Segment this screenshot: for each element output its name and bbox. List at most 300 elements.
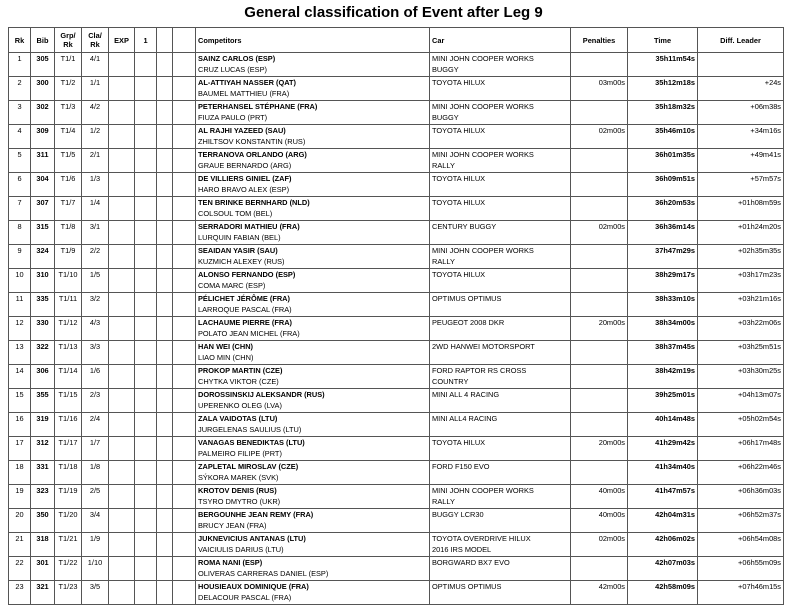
cell-bib: 305 xyxy=(31,53,55,77)
cell-exp xyxy=(109,389,135,413)
cell-one xyxy=(135,461,157,485)
cell-time: 42h58m09s xyxy=(628,581,698,605)
header-exp: EXP xyxy=(109,28,135,53)
codriver-name: COMA MARC (ESP) xyxy=(198,280,266,290)
codriver-name: HARO BRAVO ALEX (ESP) xyxy=(198,184,290,194)
driver-name: BERGOUNHE JEAN REMY (FRA) xyxy=(198,510,314,519)
table-row xyxy=(9,77,784,101)
car-line-1: CENTURY BUGGY xyxy=(432,222,497,231)
cell-grp: T1/7 xyxy=(55,197,82,221)
cell-rk: 15 xyxy=(9,389,31,413)
cell-time: 36h09m51s xyxy=(628,173,698,197)
table-row xyxy=(9,221,784,245)
cell-exp xyxy=(109,125,135,149)
cell-diff: +06h17m48s xyxy=(698,437,784,461)
cell-car xyxy=(430,77,571,101)
cell-cla: 4/3 xyxy=(82,317,109,341)
cell-bib: 331 xyxy=(31,461,55,485)
cell-time: 41h47m57s xyxy=(628,485,698,509)
cell-competitors xyxy=(196,533,430,557)
driver-name: ALONSO FERNANDO (ESP) xyxy=(198,270,296,279)
cell-competitors xyxy=(196,485,430,509)
cell-rk: 6 xyxy=(9,173,31,197)
car-line-1: MINI JOHN COOPER WORKS xyxy=(432,102,534,111)
cell-rk: 7 xyxy=(9,197,31,221)
cell-cla: 1/9 xyxy=(82,533,109,557)
codriver-name: PALMEIRO FILIPE (PRT) xyxy=(198,448,282,458)
driver-name: PETERHANSEL STÉPHANE (FRA) xyxy=(198,102,318,111)
cell-blank-2 xyxy=(173,245,196,269)
header-car: Car xyxy=(430,28,571,53)
car-line-1: PEUGEOT 2008 DKR xyxy=(432,318,505,327)
cell-bib: 330 xyxy=(31,317,55,341)
cell-rk: 22 xyxy=(9,557,31,581)
cell-grp: T1/11 xyxy=(55,293,82,317)
cell-competitors xyxy=(196,413,430,437)
cell-exp xyxy=(109,461,135,485)
header-blank-1 xyxy=(157,28,173,53)
cell-exp xyxy=(109,53,135,77)
cell-time: 37h47m29s xyxy=(628,245,698,269)
cell-one xyxy=(135,293,157,317)
car-line-1: TOYOTA HILUX xyxy=(432,78,486,87)
cell-bib: 302 xyxy=(31,101,55,125)
classification-table xyxy=(8,27,784,605)
cell-rk: 14 xyxy=(9,365,31,389)
car-line-2: RALLY xyxy=(432,256,455,266)
cell-diff: +06h36m03s xyxy=(698,485,784,509)
cell-car xyxy=(430,317,571,341)
cell-one xyxy=(135,53,157,77)
codriver-name: ZHILTSOV KONSTANTIN (RUS) xyxy=(198,136,306,146)
header-penalties: Penalties xyxy=(571,28,628,53)
table-row xyxy=(9,317,784,341)
cell-diff: +05h02m54s xyxy=(698,413,784,437)
cell-grp: T1/2 xyxy=(55,77,82,101)
cell-one xyxy=(135,77,157,101)
driver-name: HAN WEI (CHN) xyxy=(198,342,254,351)
cell-rk: 21 xyxy=(9,533,31,557)
table-row xyxy=(9,269,784,293)
codriver-name: LIAO MIN (CHN) xyxy=(198,352,254,362)
cell-exp xyxy=(109,557,135,581)
cell-exp xyxy=(109,581,135,605)
cell-blank-1 xyxy=(157,149,173,173)
cell-time: 36h01m35s xyxy=(628,149,698,173)
table-row xyxy=(9,101,784,125)
cell-rk: 2 xyxy=(9,77,31,101)
cell-diff: +03h22m06s xyxy=(698,317,784,341)
cell-cla: 1/2 xyxy=(82,125,109,149)
driver-name: PÉLICHET JÉRÔME (FRA) xyxy=(198,294,290,303)
cell-time: 41h34m40s xyxy=(628,461,698,485)
codriver-name: OLIVERAS CARRERAS DANIEL (ESP) xyxy=(198,568,329,578)
cell-blank-2 xyxy=(173,365,196,389)
table-row xyxy=(9,509,784,533)
cell-car xyxy=(430,341,571,365)
cell-penalties xyxy=(571,557,628,581)
codriver-name: COLSOUL TOM (BEL) xyxy=(198,208,273,218)
cell-blank-1 xyxy=(157,317,173,341)
header-diff: Diff. Leader xyxy=(698,28,784,53)
cell-penalties xyxy=(571,149,628,173)
codriver-name: LURQUIN FABIAN (BEL) xyxy=(198,232,281,242)
cell-penalties xyxy=(571,245,628,269)
cell-blank-1 xyxy=(157,389,173,413)
cell-time: 38h33m10s xyxy=(628,293,698,317)
cell-competitors xyxy=(196,437,430,461)
table-row xyxy=(9,461,784,485)
cell-car xyxy=(430,221,571,245)
cell-bib: 304 xyxy=(31,173,55,197)
cell-rk: 9 xyxy=(9,245,31,269)
cell-one xyxy=(135,149,157,173)
header-cla: Cla/ Rk xyxy=(82,28,109,53)
table-row xyxy=(9,557,784,581)
cell-rk: 1 xyxy=(9,53,31,77)
cell-exp xyxy=(109,341,135,365)
table-row xyxy=(9,365,784,389)
car-line-1: TOYOTA HILUX xyxy=(432,438,486,447)
cell-competitors xyxy=(196,389,430,413)
cell-grp: T1/9 xyxy=(55,245,82,269)
cell-blank-1 xyxy=(157,533,173,557)
cell-diff: +06h22m46s xyxy=(698,461,784,485)
cell-diff: +06h55m09s xyxy=(698,557,784,581)
cell-penalties: 20m00s xyxy=(571,317,628,341)
cell-bib: 350 xyxy=(31,509,55,533)
cell-car xyxy=(430,173,571,197)
cell-one xyxy=(135,317,157,341)
car-line-1: MINI JOHN COOPER WORKS xyxy=(432,246,534,255)
cell-one xyxy=(135,173,157,197)
driver-name: PROKOP MARTIN (CZE) xyxy=(198,366,283,375)
table-row xyxy=(9,485,784,509)
cell-exp xyxy=(109,485,135,509)
cell-diff: +02h35m35s xyxy=(698,245,784,269)
cell-blank-2 xyxy=(173,437,196,461)
cell-bib: 318 xyxy=(31,533,55,557)
cell-exp xyxy=(109,149,135,173)
cell-one xyxy=(135,221,157,245)
cell-grp: T1/1 xyxy=(55,53,82,77)
codriver-name: DELACOUR PASCAL (FRA) xyxy=(198,592,292,602)
cell-competitors xyxy=(196,245,430,269)
driver-name: ROMA NANI (ESP) xyxy=(198,558,263,567)
cell-car xyxy=(430,413,571,437)
cell-cla: 4/2 xyxy=(82,101,109,125)
cell-car xyxy=(430,461,571,485)
car-line-1: FORD F150 EVO xyxy=(432,462,490,471)
cell-time: 38h29m17s xyxy=(628,269,698,293)
cell-blank-2 xyxy=(173,341,196,365)
car-line-1: OPTIMUS OPTIMUS xyxy=(432,582,502,591)
cell-exp xyxy=(109,221,135,245)
cell-cla: 1/6 xyxy=(82,365,109,389)
cell-diff: +07h46m15s xyxy=(698,581,784,605)
cell-bib: 307 xyxy=(31,197,55,221)
cell-grp: T1/3 xyxy=(55,101,82,125)
cell-blank-1 xyxy=(157,197,173,221)
cell-blank-1 xyxy=(157,437,173,461)
cell-rk: 18 xyxy=(9,461,31,485)
cell-one xyxy=(135,365,157,389)
driver-name: JUKNEVICIUS ANTANAS (LTU) xyxy=(198,534,306,543)
cell-grp: T1/8 xyxy=(55,221,82,245)
cell-penalties: 42m00s xyxy=(571,581,628,605)
car-line-1: 2WD HANWEI MOTORSPORT xyxy=(432,342,535,351)
cell-exp xyxy=(109,77,135,101)
cell-time: 38h34m00s xyxy=(628,317,698,341)
table-row xyxy=(9,581,784,605)
cell-car xyxy=(430,125,571,149)
table-row xyxy=(9,197,784,221)
cell-penalties xyxy=(571,365,628,389)
cell-cla: 1/7 xyxy=(82,437,109,461)
cell-diff: +34m16s xyxy=(698,125,784,149)
table-row xyxy=(9,245,784,269)
cell-time: 35h12m18s xyxy=(628,77,698,101)
cell-car xyxy=(430,53,571,77)
cell-competitors xyxy=(196,365,430,389)
cell-rk: 16 xyxy=(9,413,31,437)
cell-one xyxy=(135,341,157,365)
cell-blank-2 xyxy=(173,149,196,173)
car-line-2: BUGGY xyxy=(432,64,459,74)
cell-diff: +49m41s xyxy=(698,149,784,173)
cell-grp: T1/4 xyxy=(55,125,82,149)
cell-penalties xyxy=(571,389,628,413)
cell-grp: T1/14 xyxy=(55,365,82,389)
page-title: General classification of Event after Leg 9 xyxy=(244,4,543,21)
cell-time: 39h25m01s xyxy=(628,389,698,413)
cell-rk: 23 xyxy=(9,581,31,605)
cell-grp: T1/13 xyxy=(55,341,82,365)
table-row xyxy=(9,437,784,461)
cell-car xyxy=(430,485,571,509)
codriver-name: SÝKORA MAREK (SVK) xyxy=(198,472,279,482)
cell-diff xyxy=(698,53,784,77)
driver-name: AL RAJHI YAZEED (SAU) xyxy=(198,126,286,135)
cell-cla: 1/5 xyxy=(82,269,109,293)
codriver-name: BRUCY JEAN (FRA) xyxy=(198,520,267,530)
driver-name: TEN BRINKE BERNHARD (NLD) xyxy=(198,198,310,207)
driver-name: VANAGAS BENEDIKTAS (LTU) xyxy=(198,438,305,447)
cell-exp xyxy=(109,173,135,197)
cell-blank-1 xyxy=(157,341,173,365)
table-row xyxy=(9,149,784,173)
cell-bib: 309 xyxy=(31,125,55,149)
cell-blank-1 xyxy=(157,365,173,389)
cell-blank-2 xyxy=(173,509,196,533)
cell-rk: 3 xyxy=(9,101,31,125)
car-line-1: BORGWARD BX7 EVO xyxy=(432,558,510,567)
cell-cla: 2/4 xyxy=(82,413,109,437)
cell-competitors xyxy=(196,509,430,533)
cell-one xyxy=(135,125,157,149)
cell-diff: +24s xyxy=(698,77,784,101)
cell-car xyxy=(430,197,571,221)
cell-diff: +03h17m23s xyxy=(698,269,784,293)
cell-time: 42h07m03s xyxy=(628,557,698,581)
car-line-1: TOYOTA HILUX xyxy=(432,174,486,183)
cell-rk: 10 xyxy=(9,269,31,293)
cell-grp: T1/18 xyxy=(55,461,82,485)
driver-name: SEAIDAN YASIR (SAU) xyxy=(198,246,278,255)
cell-one xyxy=(135,485,157,509)
table-row xyxy=(9,413,784,437)
cell-competitors xyxy=(196,77,430,101)
cell-bib: 301 xyxy=(31,557,55,581)
cell-time: 42h04m31s xyxy=(628,509,698,533)
cell-cla: 2/1 xyxy=(82,149,109,173)
cell-penalties: 02m00s xyxy=(571,221,628,245)
cell-blank-2 xyxy=(173,293,196,317)
cell-cla: 1/4 xyxy=(82,197,109,221)
cell-competitors xyxy=(196,581,430,605)
cell-diff: +06h52m37s xyxy=(698,509,784,533)
cell-car xyxy=(430,149,571,173)
cell-time: 36h20m53s xyxy=(628,197,698,221)
driver-name: ZAPLETAL MIROSLAV (CZE) xyxy=(198,462,299,471)
cell-exp xyxy=(109,269,135,293)
driver-name: KROTOV DENIS (RUS) xyxy=(198,486,277,495)
cell-blank-2 xyxy=(173,533,196,557)
cell-one xyxy=(135,389,157,413)
cell-exp xyxy=(109,197,135,221)
cell-blank-1 xyxy=(157,461,173,485)
cell-competitors xyxy=(196,557,430,581)
cell-time: 35h46m10s xyxy=(628,125,698,149)
cell-penalties: 40m00s xyxy=(571,485,628,509)
car-line-2: RALLY xyxy=(432,160,455,170)
driver-name: ZALA VAIDOTAS (LTU) xyxy=(198,414,278,423)
cell-blank-1 xyxy=(157,269,173,293)
car-line-1: MINI JOHN COOPER WORKS xyxy=(432,54,534,63)
cell-penalties xyxy=(571,101,628,125)
car-line-1: MINI JOHN COOPER WORKS xyxy=(432,150,534,159)
car-line-1: TOYOTA HILUX xyxy=(432,126,486,135)
car-line-1: TOYOTA OVERDRIVE HILUX xyxy=(432,534,531,543)
cell-bib: 322 xyxy=(31,341,55,365)
cell-penalties: 40m00s xyxy=(571,509,628,533)
cell-one xyxy=(135,533,157,557)
cell-grp: T1/10 xyxy=(55,269,82,293)
cell-time: 38h37m45s xyxy=(628,341,698,365)
cell-blank-2 xyxy=(173,77,196,101)
cell-car xyxy=(430,101,571,125)
cell-one xyxy=(135,581,157,605)
cell-rk: 4 xyxy=(9,125,31,149)
cell-exp xyxy=(109,413,135,437)
cell-competitors xyxy=(196,197,430,221)
cell-exp xyxy=(109,293,135,317)
cell-blank-1 xyxy=(157,581,173,605)
cell-blank-2 xyxy=(173,485,196,509)
table-row xyxy=(9,125,784,149)
cell-penalties xyxy=(571,269,628,293)
cell-blank-1 xyxy=(157,557,173,581)
car-line-2: 2016 IRS MODEL xyxy=(432,544,492,554)
cell-penalties xyxy=(571,293,628,317)
cell-grp: T1/17 xyxy=(55,437,82,461)
cell-penalties xyxy=(571,461,628,485)
car-line-2: COUNTRY xyxy=(432,376,469,386)
cell-penalties: 03m00s xyxy=(571,77,628,101)
cell-penalties xyxy=(571,173,628,197)
cell-blank-1 xyxy=(157,485,173,509)
cell-bib: 306 xyxy=(31,365,55,389)
car-line-1: BUGGY LCR30 xyxy=(432,510,484,519)
table-header-row xyxy=(9,28,784,53)
cell-grp: T1/21 xyxy=(55,533,82,557)
cell-bib: 312 xyxy=(31,437,55,461)
cell-blank-2 xyxy=(173,53,196,77)
car-line-1: TOYOTA HILUX xyxy=(432,198,486,207)
driver-name: SERRADORI MATHIEU (FRA) xyxy=(198,222,300,231)
cell-blank-1 xyxy=(157,245,173,269)
cell-diff: +57m57s xyxy=(698,173,784,197)
cell-penalties: 20m00s xyxy=(571,437,628,461)
cell-grp: T1/19 xyxy=(55,485,82,509)
cell-cla: 1/3 xyxy=(82,173,109,197)
cell-bib: 324 xyxy=(31,245,55,269)
cell-competitors xyxy=(196,101,430,125)
cell-time: 40h14m48s xyxy=(628,413,698,437)
cell-competitors xyxy=(196,53,430,77)
cell-blank-1 xyxy=(157,125,173,149)
cell-blank-2 xyxy=(173,101,196,125)
cell-exp xyxy=(109,509,135,533)
cell-exp xyxy=(109,101,135,125)
header-competitors: Competitors xyxy=(196,28,430,53)
cell-diff: +01h24m20s xyxy=(698,221,784,245)
cell-grp: T1/5 xyxy=(55,149,82,173)
cell-car xyxy=(430,245,571,269)
cell-one xyxy=(135,557,157,581)
cell-competitors xyxy=(196,293,430,317)
table-row xyxy=(9,293,784,317)
cell-rk: 8 xyxy=(9,221,31,245)
cell-blank-1 xyxy=(157,221,173,245)
cell-competitors xyxy=(196,125,430,149)
cell-car xyxy=(430,293,571,317)
cell-cla: 3/5 xyxy=(82,581,109,605)
cell-bib: 310 xyxy=(31,269,55,293)
car-line-2: RALLY xyxy=(432,496,455,506)
cell-cla: 2/3 xyxy=(82,389,109,413)
cell-bib: 321 xyxy=(31,581,55,605)
cell-grp: T1/16 xyxy=(55,413,82,437)
cell-rk: 11 xyxy=(9,293,31,317)
cell-bib: 323 xyxy=(31,485,55,509)
table-row xyxy=(9,173,784,197)
cell-exp xyxy=(109,533,135,557)
cell-bib: 319 xyxy=(31,413,55,437)
cell-one xyxy=(135,269,157,293)
cell-blank-1 xyxy=(157,101,173,125)
header-rk: Rk xyxy=(9,28,31,53)
cell-rk: 12 xyxy=(9,317,31,341)
cell-one xyxy=(135,509,157,533)
cell-cla: 2/5 xyxy=(82,485,109,509)
cell-time: 38h42m19s xyxy=(628,365,698,389)
cell-bib: 315 xyxy=(31,221,55,245)
cell-blank-1 xyxy=(157,53,173,77)
cell-blank-1 xyxy=(157,413,173,437)
codriver-name: UPERENKO OLEG (LVA) xyxy=(198,400,282,410)
cell-penalties: 02m00s xyxy=(571,533,628,557)
